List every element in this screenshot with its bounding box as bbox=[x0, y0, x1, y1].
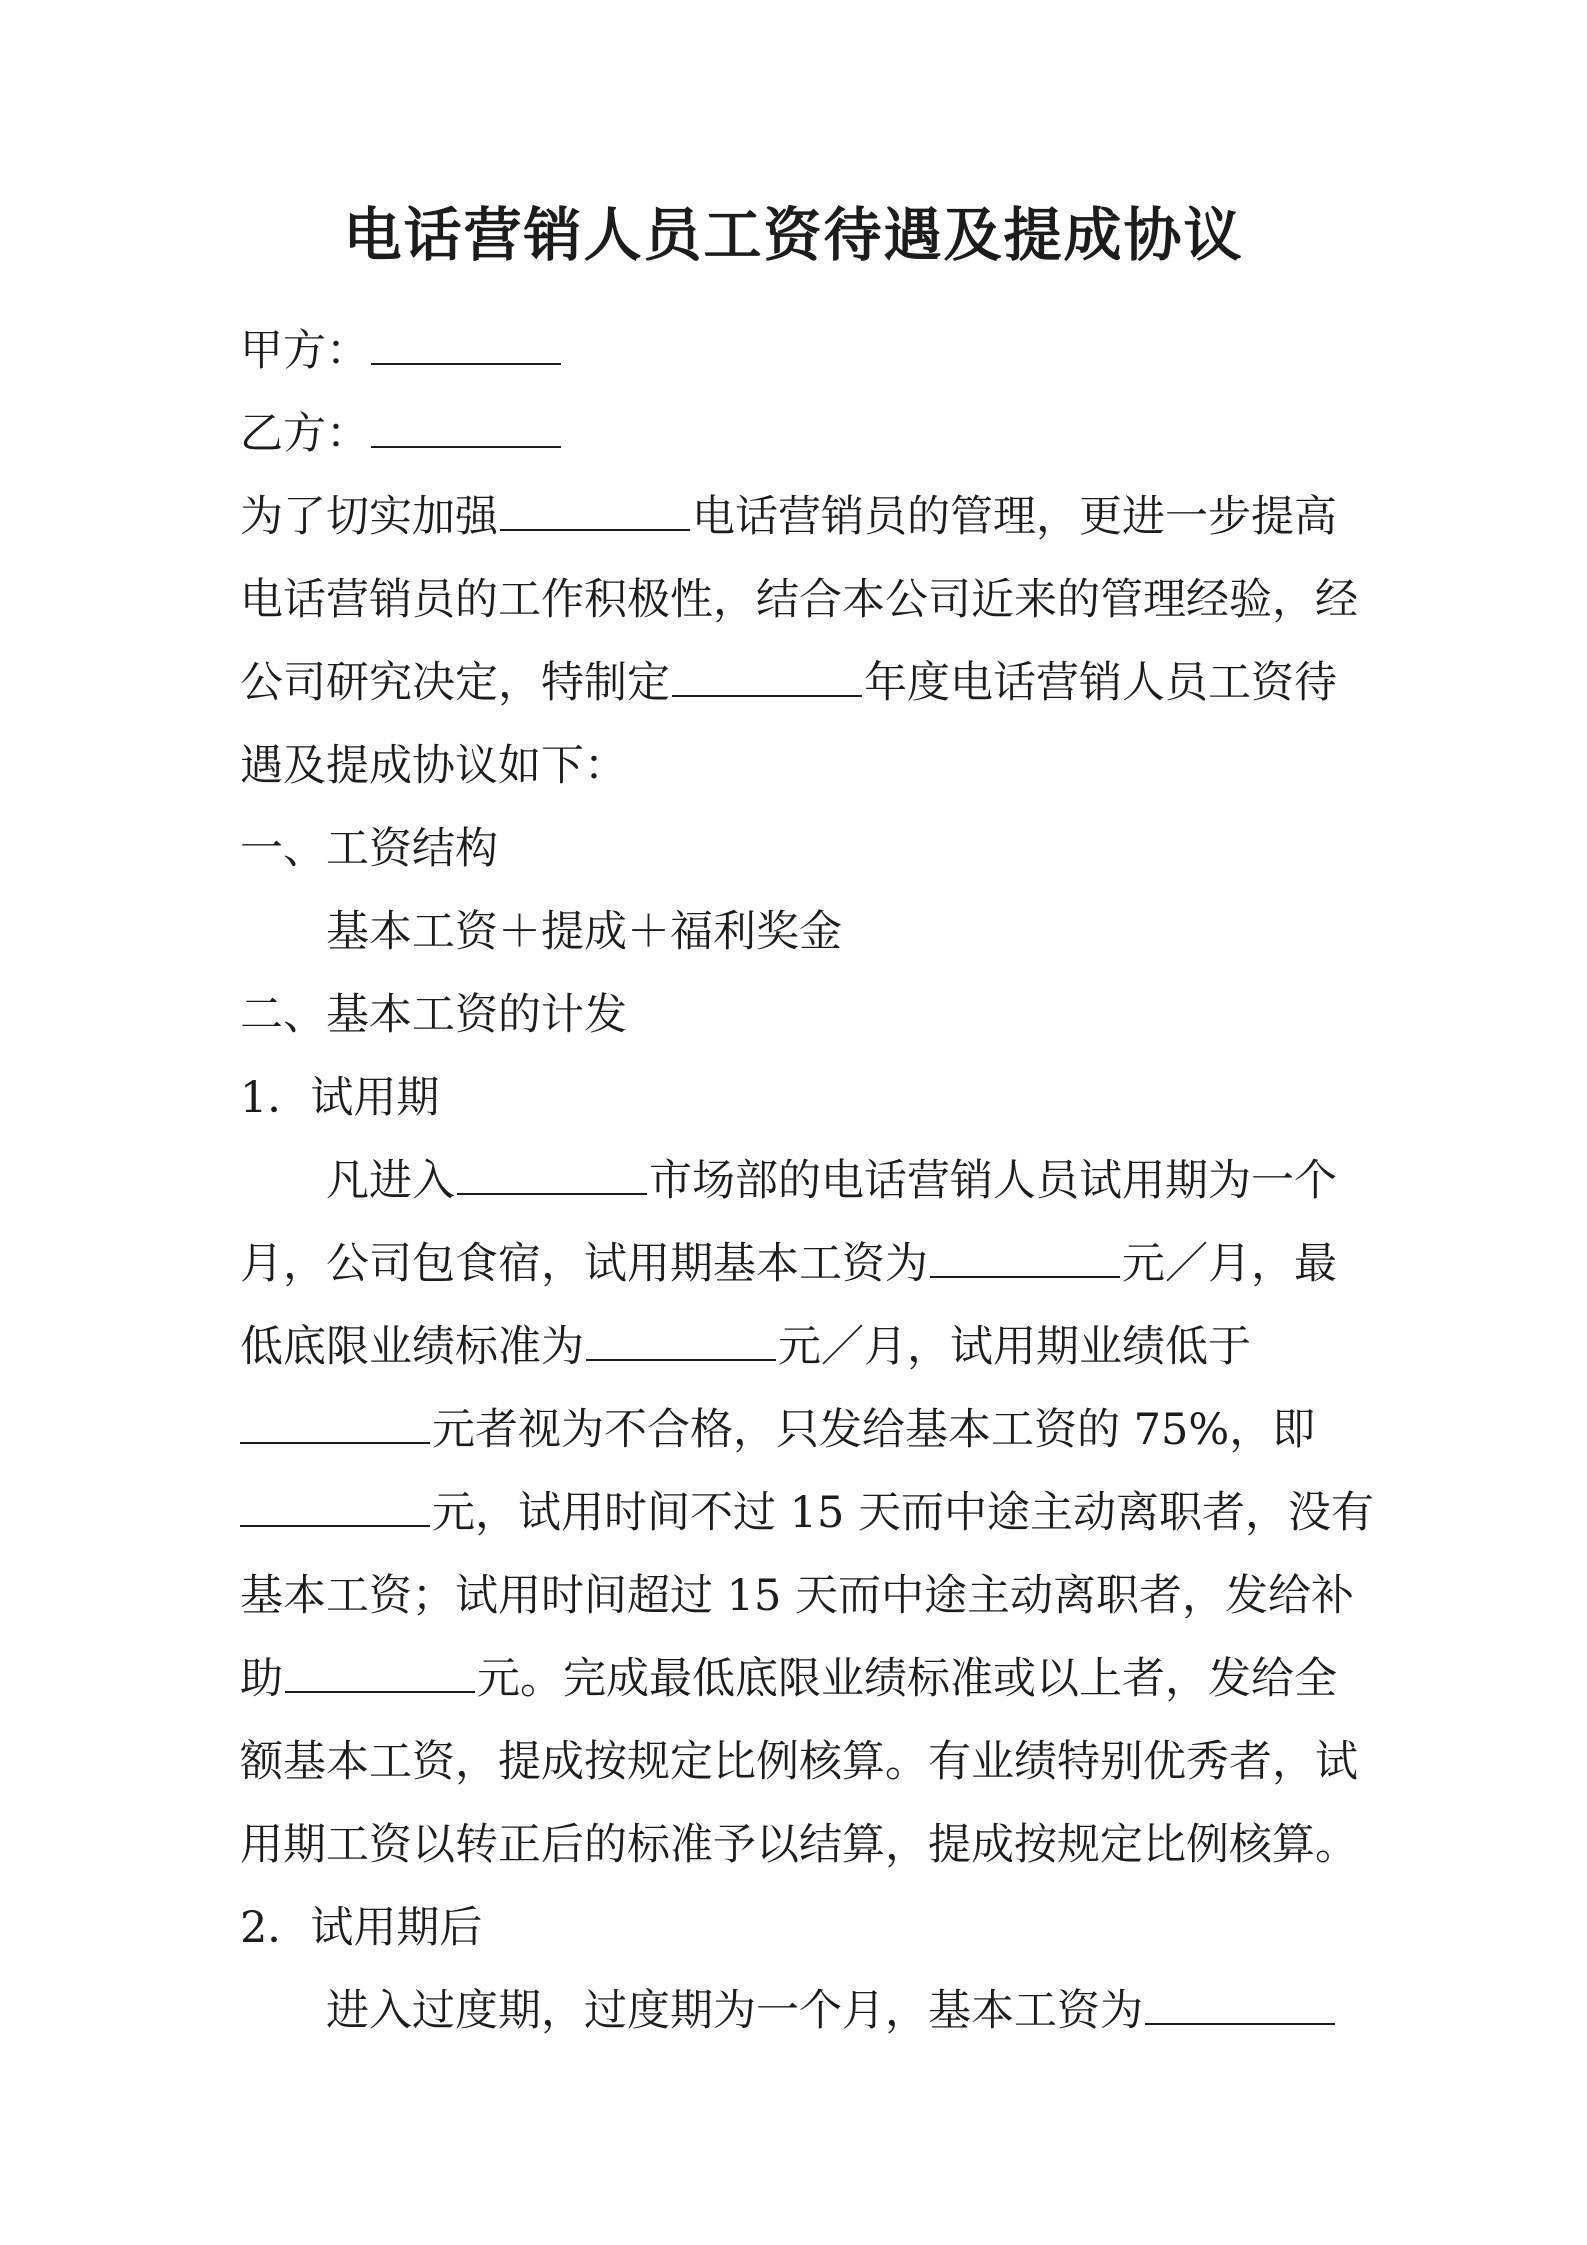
probation-line-7 bbox=[240, 1638, 1360, 1721]
party-b-blank bbox=[371, 445, 561, 448]
subsection-1-heading: 1．试用期 bbox=[240, 1073, 440, 1123]
document-title: 电话营销人员工资待遇及提成协议 bbox=[343, 201, 1244, 269]
min-performance-blank bbox=[586, 1358, 776, 1361]
post-probation-line-1 bbox=[240, 1970, 1360, 2053]
probation-line-6: 基本工资；试用时间超过 15 天而中途主动离职者，发给补 bbox=[240, 1571, 1355, 1621]
party-a-label: 甲方： bbox=[240, 326, 369, 376]
base-salary-blank bbox=[930, 1275, 1120, 1278]
intro-text: 为了切实加强 bbox=[240, 492, 498, 542]
post-probation-text: 进入过度期，过度期为一个月，基本工资为 bbox=[326, 1986, 1143, 2036]
probation-line-3 bbox=[240, 1306, 1360, 1389]
company-blank bbox=[457, 1192, 647, 1195]
probation-line-1 bbox=[240, 1140, 1360, 1223]
party-b-label: 乙方： bbox=[240, 409, 369, 459]
subsection-2-heading: 2．试用期后 bbox=[240, 1903, 483, 1953]
probation-text: 助 bbox=[240, 1654, 283, 1704]
document-body bbox=[240, 310, 1375, 2053]
probation-text: 元。完成最低底限业绩标准或以上者，发给全 bbox=[477, 1654, 1337, 1704]
section-1-body: 基本工资＋提成＋福利奖金 bbox=[326, 907, 842, 957]
probation-text: 元／月，最 bbox=[1122, 1239, 1337, 1289]
intro-text: 年度电话营销人员工资待 bbox=[864, 658, 1337, 708]
probation-line-5 bbox=[240, 1472, 1375, 1555]
transition-salary-blank bbox=[1145, 2022, 1335, 2025]
intro-line-3 bbox=[240, 642, 1360, 725]
intro-text: 电话营销员的管理，更进一步提高 bbox=[692, 492, 1337, 542]
probation-text: 元者视为不合格，只发给基本工资的 75%，即 bbox=[432, 1405, 1316, 1455]
intro-text: 公司研究决定，特制定 bbox=[240, 658, 670, 708]
probation-line-8: 额基本工资，提成按规定比例核算。有业绩特别优秀者，试 bbox=[240, 1737, 1358, 1787]
probation-text: 元／月，试用期业绩低于 bbox=[778, 1322, 1251, 1372]
party-b-line bbox=[240, 393, 1360, 476]
section-2-heading: 二、基本工资的计发 bbox=[240, 990, 627, 1040]
subsidy-blank bbox=[285, 1690, 475, 1693]
probation-line-9: 用期工资以转正后的标准予以结算，提成按规定比例核算。 bbox=[240, 1820, 1358, 1870]
intro-line-4: 遇及提成协议如下： bbox=[240, 741, 627, 791]
section-1-heading: 一、工资结构 bbox=[240, 824, 498, 874]
intro-line-2: 电话营销员的工作积极性，结合本公司近来的管理经验，经 bbox=[240, 575, 1358, 625]
threshold-blank bbox=[240, 1441, 430, 1444]
intro-line-1 bbox=[240, 476, 1360, 559]
probation-line-2 bbox=[240, 1223, 1360, 1306]
probation-line-4 bbox=[240, 1389, 1360, 1472]
year-blank bbox=[672, 694, 862, 697]
probation-text: 低底限业绩标准为 bbox=[240, 1322, 584, 1372]
partial-salary-blank bbox=[240, 1524, 430, 1527]
probation-text: 月，公司包食宿，试用期基本工资为 bbox=[240, 1239, 928, 1289]
company-name-blank bbox=[500, 528, 690, 531]
probation-text: 元，试用时间不过 15 天而中途主动离职者，没有 bbox=[432, 1488, 1375, 1538]
party-a-line bbox=[240, 310, 1360, 393]
party-a-blank bbox=[371, 362, 561, 365]
probation-text: 市场部的电话营销人员试用期为一个 bbox=[649, 1156, 1337, 1206]
probation-text: 凡进入 bbox=[326, 1156, 455, 1206]
